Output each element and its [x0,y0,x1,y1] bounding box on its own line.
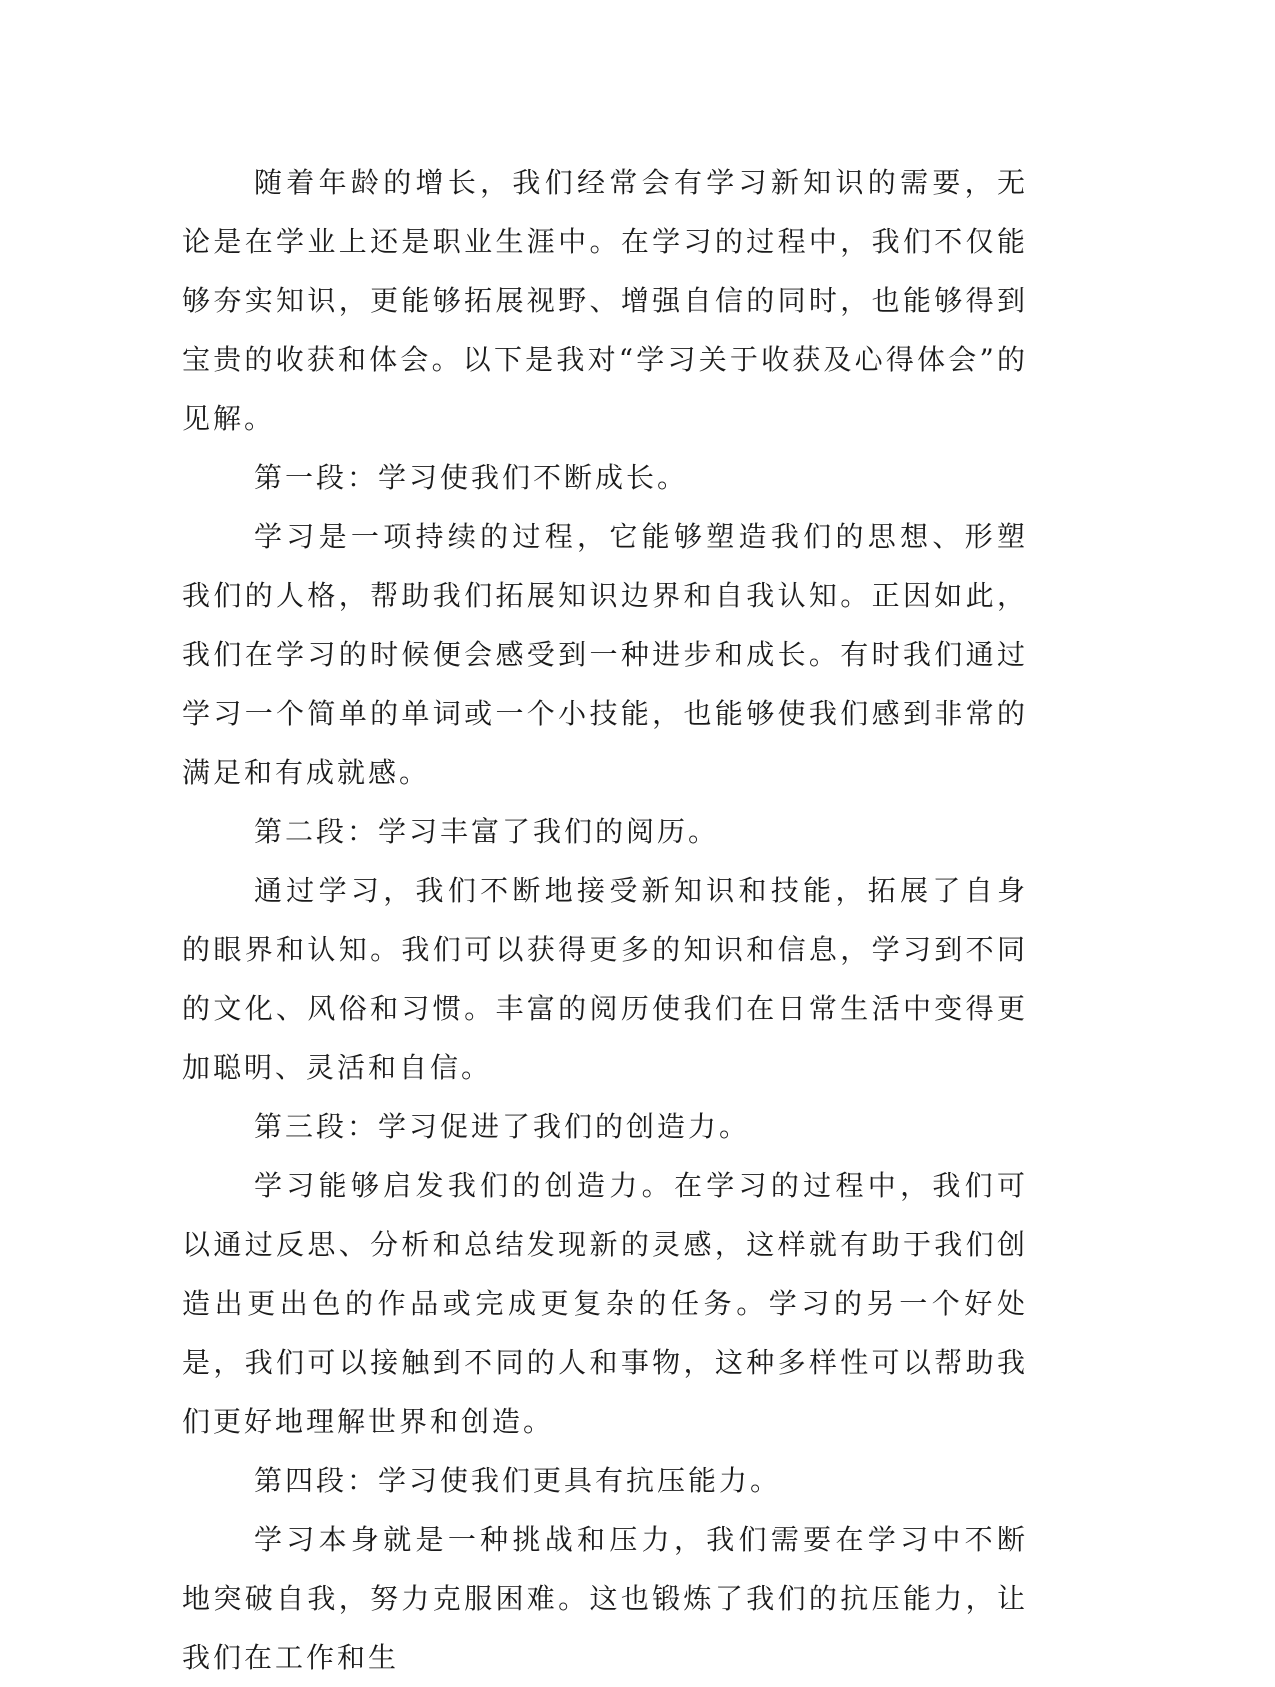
paragraph-intro: 随着年龄的增长，我们经常会有学习新知识的需要，无论是在学业上还是职业生涯中。在学习的过程中，我们不仅能够夯实知识，更能够拓展视野、增强自信的同时，也能够得到宝贵的收获和体会。以下是我对“学习关于收获及心得体会”的见解。 [182,166,1028,435]
paragraph-section-4: 学习本身就是一种挑战和压力，我们需要在学习中不断地突破自我，努力克服困难。这也锻炼了我们的抗压能力，让我们在工作和生 [182,1523,1028,1674]
section-heading-1: 第一段：学习使我们不断成长。 [254,461,689,494]
section-heading-3: 第三段：学习促进了我们的创造力。 [254,1110,751,1143]
section-heading-4: 第四段：学习使我们更具有抗压能力。 [254,1464,782,1497]
section-heading-2: 第二段：学习丰富了我们的阅历。 [254,815,720,848]
paragraph-section-1: 学习是一项持续的过程，它能够塑造我们的思想、形塑我们的人格，帮助我们拓展知识边界和自我认知。正因如此，我们在学习的时候便会感受到一种进步和成长。有时我们通过学习一个简单的单词或一个小技能，也能够使我们感到非常的满足和有成就感。 [182,520,1028,789]
paragraph-section-3: 学习能够启发我们的创造力。在学习的过程中，我们可以通过反思、分析和总结发现新的灵感，这样就有助于我们创造出更出色的作品或完成更复杂的任务。学习的另一个好处是，我们可以接触到不同的人和事物，这种多样性可以帮助我们更好地理解世界和创造。 [182,1169,1028,1438]
paragraph-section-2: 通过学习，我们不断地接受新知识和技能，拓展了自身的眼界和认知。我们可以获得更多的知识和信息，学习到不同的文化、风俗和习惯。丰富的阅历使我们在日常生活中变得更加聪明、灵活和自信。 [182,874,1028,1084]
document-body [182,153,1028,1687]
